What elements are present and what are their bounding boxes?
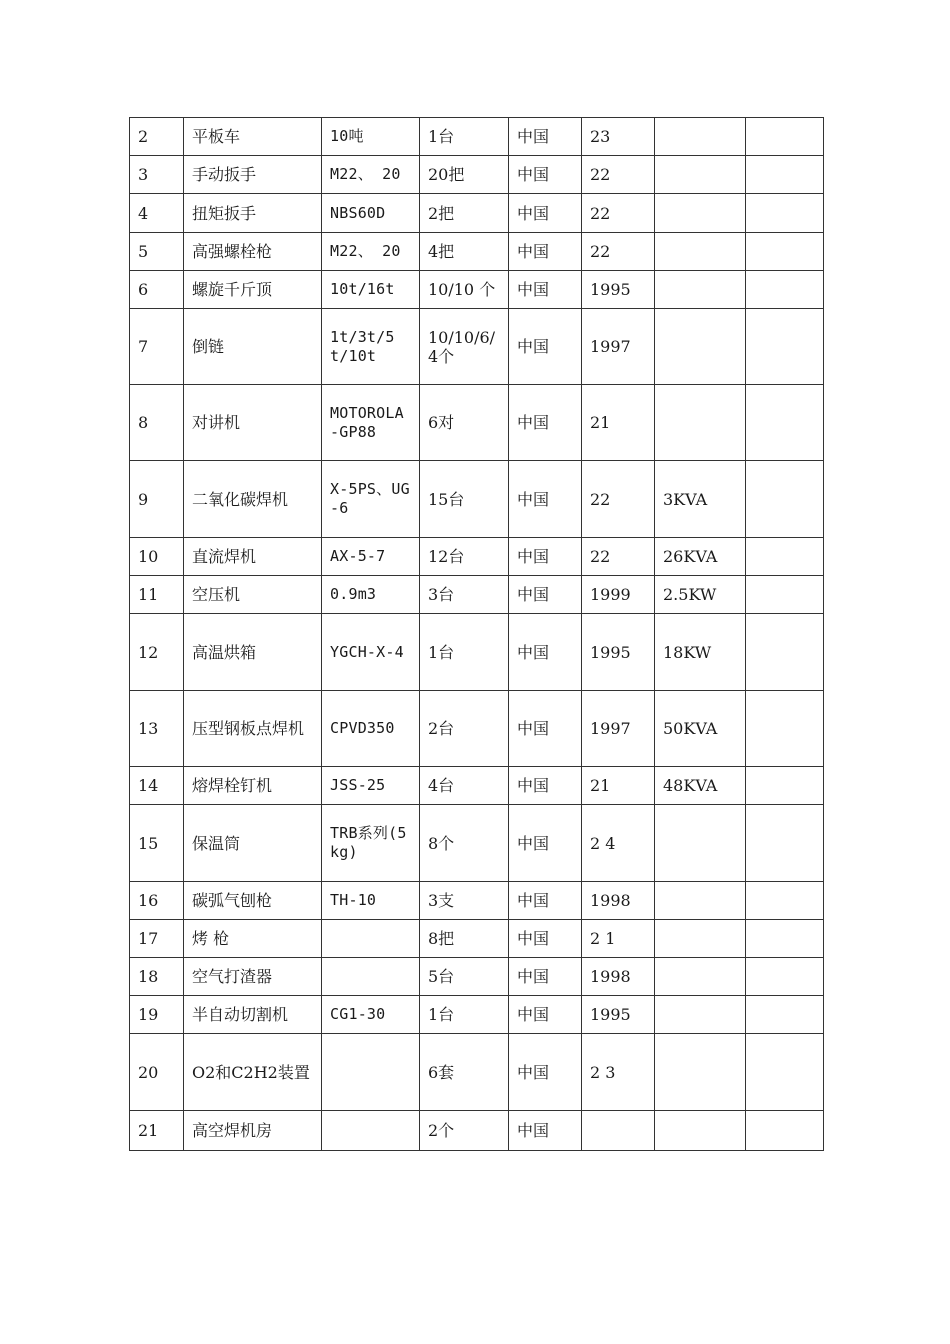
table-cell-power: 48KVA (655, 767, 746, 805)
table-cell-power: 26KVA (655, 538, 746, 576)
table-row (130, 1111, 824, 1151)
table-cell-no: 21 (130, 1111, 184, 1151)
table-cell-qty: 1台 (420, 996, 509, 1034)
table-row (130, 576, 824, 614)
table-cell-no: 6 (130, 271, 184, 309)
table-cell-spec: X-5PS、UG-6 (322, 461, 420, 538)
table-cell-origin: 中国 (509, 576, 582, 614)
table-cell-name: 高强螺栓枪 (184, 233, 322, 271)
table-row (130, 385, 824, 461)
table-cell-origin: 中国 (509, 385, 582, 461)
table-cell-no: 17 (130, 920, 184, 958)
table-cell-power (655, 385, 746, 461)
table-cell-name: 高空焊机房 (184, 1111, 322, 1151)
table-cell-no: 20 (130, 1034, 184, 1111)
table-cell-extra (746, 538, 824, 576)
table-cell-spec (322, 920, 420, 958)
table-cell-extra (746, 920, 824, 958)
table-cell-power (655, 156, 746, 194)
table-row (130, 920, 824, 958)
table-cell-qty: 10/10 个 (420, 271, 509, 309)
table-cell-year: 1998 (582, 882, 655, 920)
table-cell-extra (746, 958, 824, 996)
table-cell-origin: 中国 (509, 805, 582, 882)
table-cell-power: 18KW (655, 614, 746, 691)
table-cell-power (655, 194, 746, 233)
table-row (130, 194, 824, 233)
table-cell-qty: 3支 (420, 882, 509, 920)
equipment-table (129, 117, 824, 1151)
table-cell-name: 压型钢板点焊机 (184, 691, 322, 767)
table-cell-name: 对讲机 (184, 385, 322, 461)
table-cell-year: 1995 (582, 614, 655, 691)
table-cell-spec: 10吨 (322, 118, 420, 156)
table-cell-origin: 中国 (509, 271, 582, 309)
table-cell-qty: 6套 (420, 1034, 509, 1111)
table-cell-extra (746, 233, 824, 271)
table-row (130, 805, 824, 882)
table-cell-power (655, 920, 746, 958)
table-cell-power (655, 996, 746, 1034)
table-cell-no: 19 (130, 996, 184, 1034)
table-cell-name: 直流焊机 (184, 538, 322, 576)
table-cell-name: 二氧化碳焊机 (184, 461, 322, 538)
table-cell-spec: CG1-30 (322, 996, 420, 1034)
table-cell-extra (746, 767, 824, 805)
table-cell-power (655, 882, 746, 920)
table-cell-extra (746, 614, 824, 691)
table-row (130, 309, 824, 385)
table-cell-power (655, 958, 746, 996)
table-cell-qty: 1台 (420, 614, 509, 691)
table-cell-origin: 中国 (509, 118, 582, 156)
table-row (130, 271, 824, 309)
table-cell-origin: 中国 (509, 1111, 582, 1151)
table-cell-no: 5 (130, 233, 184, 271)
table-cell-qty: 2把 (420, 194, 509, 233)
table-cell-power (655, 233, 746, 271)
table-cell-no: 15 (130, 805, 184, 882)
table-cell-spec: JSS-25 (322, 767, 420, 805)
table-cell-origin: 中国 (509, 920, 582, 958)
table-cell-extra (746, 385, 824, 461)
table-cell-qty: 6对 (420, 385, 509, 461)
table-cell-extra (746, 996, 824, 1034)
table-cell-power (655, 1111, 746, 1151)
table-cell-extra (746, 882, 824, 920)
table-cell-no: 4 (130, 194, 184, 233)
table-cell-spec: TRB系列(5kg) (322, 805, 420, 882)
table-cell-power (655, 271, 746, 309)
table-cell-qty: 12台 (420, 538, 509, 576)
table-cell-name: 烤 枪 (184, 920, 322, 958)
table-cell-extra (746, 194, 824, 233)
table-cell-extra (746, 691, 824, 767)
table-cell-spec: M22、 20 (322, 156, 420, 194)
table-cell-qty: 8把 (420, 920, 509, 958)
table-cell-qty: 2台 (420, 691, 509, 767)
table-cell-extra (746, 1034, 824, 1111)
table-cell-year: 1995 (582, 996, 655, 1034)
table-cell-origin: 中国 (509, 882, 582, 920)
table-cell-qty: 5台 (420, 958, 509, 996)
table-cell-name: 空气打渣器 (184, 958, 322, 996)
table-cell-year (582, 1111, 655, 1151)
table-cell-year: 1995 (582, 271, 655, 309)
table-cell-name: 高温烘箱 (184, 614, 322, 691)
table-cell-name: 保温筒 (184, 805, 322, 882)
table-cell-qty: 3台 (420, 576, 509, 614)
table-cell-no: 2 (130, 118, 184, 156)
table-cell-name: 空压机 (184, 576, 322, 614)
table-cell-year: 1997 (582, 309, 655, 385)
table-cell-spec (322, 1034, 420, 1111)
table-cell-name: 倒链 (184, 309, 322, 385)
table-row (130, 691, 824, 767)
table-cell-name: 螺旋千斤顶 (184, 271, 322, 309)
table-cell-power: 3KVA (655, 461, 746, 538)
table-cell-spec: 1t/3t/5t/10t (322, 309, 420, 385)
table-cell-origin: 中国 (509, 194, 582, 233)
table-row (130, 614, 824, 691)
table-cell-year: 1998 (582, 958, 655, 996)
table-cell-year: 2 1 (582, 920, 655, 958)
table-cell-extra (746, 156, 824, 194)
table-cell-origin: 中国 (509, 614, 582, 691)
table-cell-qty: 8个 (420, 805, 509, 882)
table-cell-spec: MOTOROLA-GP88 (322, 385, 420, 461)
table-cell-spec (322, 1111, 420, 1151)
table-cell-spec: TH-10 (322, 882, 420, 920)
table-row (130, 996, 824, 1034)
table-cell-spec: M22、 20 (322, 233, 420, 271)
table-cell-qty: 1台 (420, 118, 509, 156)
table-cell-power (655, 1034, 746, 1111)
table-cell-no: 8 (130, 385, 184, 461)
table-cell-extra (746, 1111, 824, 1151)
table-cell-year: 1999 (582, 576, 655, 614)
table-row (130, 233, 824, 271)
table-row (130, 882, 824, 920)
table-cell-origin: 中国 (509, 996, 582, 1034)
table-cell-no: 7 (130, 309, 184, 385)
table-cell-qty: 4把 (420, 233, 509, 271)
table-cell-origin: 中国 (509, 233, 582, 271)
table-cell-name: O2和C2H2装置 (184, 1034, 322, 1111)
table-cell-year: 22 (582, 461, 655, 538)
table-cell-name: 平板车 (184, 118, 322, 156)
table-cell-year: 22 (582, 156, 655, 194)
table-cell-power (655, 805, 746, 882)
table-cell-extra (746, 805, 824, 882)
table-row (130, 958, 824, 996)
table-cell-year: 1997 (582, 691, 655, 767)
table-cell-no: 9 (130, 461, 184, 538)
table-cell-year: 21 (582, 767, 655, 805)
table-cell-extra (746, 118, 824, 156)
table-cell-spec: YGCH-X-4 (322, 614, 420, 691)
table-cell-extra (746, 461, 824, 538)
table-cell-spec: CPVD350 (322, 691, 420, 767)
table-cell-no: 11 (130, 576, 184, 614)
table-cell-no: 16 (130, 882, 184, 920)
table-cell-extra (746, 271, 824, 309)
table-cell-qty: 10/10/6/4个 (420, 309, 509, 385)
table-cell-origin: 中国 (509, 691, 582, 767)
table-cell-spec: 0.9m3 (322, 576, 420, 614)
table-cell-no: 3 (130, 156, 184, 194)
table-cell-origin: 中国 (509, 767, 582, 805)
table-row (130, 461, 824, 538)
table-cell-name: 碳弧气刨枪 (184, 882, 322, 920)
table-cell-power: 2.5KW (655, 576, 746, 614)
table-cell-year: 22 (582, 233, 655, 271)
table-cell-qty: 20把 (420, 156, 509, 194)
table-cell-no: 14 (130, 767, 184, 805)
table-row (130, 1034, 824, 1111)
table-row (130, 118, 824, 156)
table-cell-power: 50KVA (655, 691, 746, 767)
table-cell-spec: AX-5-7 (322, 538, 420, 576)
table-cell-origin: 中国 (509, 461, 582, 538)
table-cell-year: 2 3 (582, 1034, 655, 1111)
table-cell-spec: NBS60D (322, 194, 420, 233)
table-cell-power (655, 309, 746, 385)
table-cell-extra (746, 309, 824, 385)
table-cell-power (655, 118, 746, 156)
table-cell-origin: 中国 (509, 1034, 582, 1111)
table-cell-spec: 10t/16t (322, 271, 420, 309)
table-cell-qty: 15台 (420, 461, 509, 538)
table-cell-year: 22 (582, 194, 655, 233)
table-row (130, 767, 824, 805)
table-cell-year: 23 (582, 118, 655, 156)
table-cell-year: 2 4 (582, 805, 655, 882)
table-cell-qty: 2个 (420, 1111, 509, 1151)
table-cell-no: 13 (130, 691, 184, 767)
table-cell-origin: 中国 (509, 309, 582, 385)
table-cell-origin: 中国 (509, 156, 582, 194)
table-body (130, 118, 824, 1151)
table-cell-spec (322, 958, 420, 996)
table-cell-origin: 中国 (509, 538, 582, 576)
table-row (130, 156, 824, 194)
table-cell-name: 手动扳手 (184, 156, 322, 194)
table-cell-origin: 中国 (509, 958, 582, 996)
table-cell-qty: 4台 (420, 767, 509, 805)
table-cell-year: 21 (582, 385, 655, 461)
table-row (130, 538, 824, 576)
table-cell-name: 半自动切割机 (184, 996, 322, 1034)
table-cell-no: 12 (130, 614, 184, 691)
table-cell-no: 18 (130, 958, 184, 996)
table-cell-year: 22 (582, 538, 655, 576)
table-cell-name: 扭矩扳手 (184, 194, 322, 233)
table-cell-extra (746, 576, 824, 614)
table-cell-no: 10 (130, 538, 184, 576)
table-cell-name: 熔焊栓钉机 (184, 767, 322, 805)
